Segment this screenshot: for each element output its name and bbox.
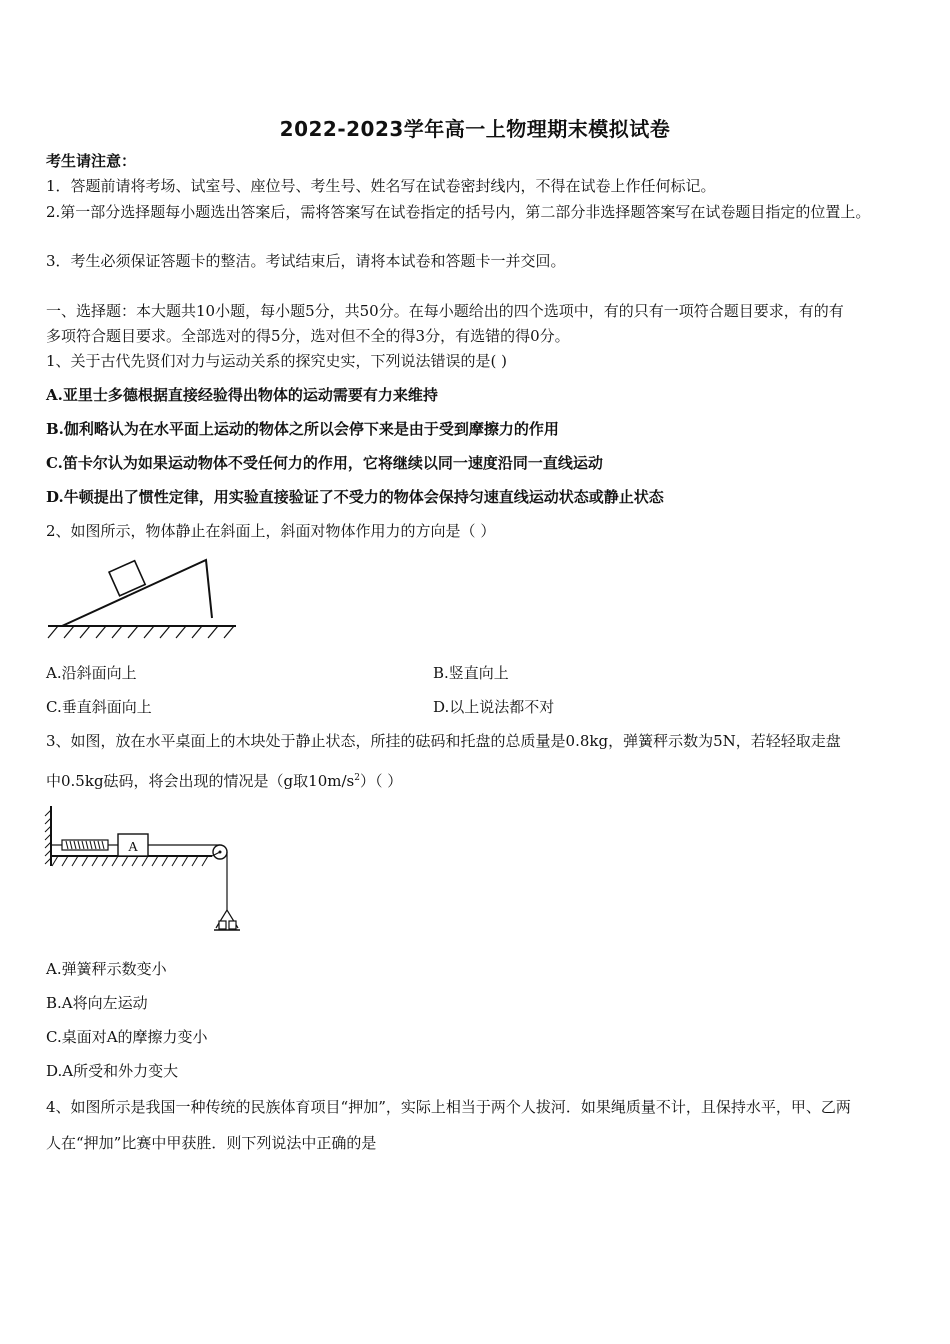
weight-2 <box>229 921 236 929</box>
q1-option-b: B.伽利略认为在水平面上运动的物体之所以会停下来是由于受到摩擦力的作用 <box>46 420 559 438</box>
q1-option-c: C.笛卡尔认为如果运动物体不受任何力的作用，它将继续以同一速度沿同一直线运动 <box>46 454 603 472</box>
q4-stem-line-1: 4、如图所示是我国一种传统的民族体育项目“押加”，实际上相当于两个人拔河．如果绳质量不计，且保持水平，甲、乙两 <box>46 1098 851 1116</box>
q3-option-d: D.A所受和外力变大 <box>46 1062 179 1080</box>
q3-option-a: A.弹簧秤示数变小 <box>46 960 167 978</box>
weight-1 <box>219 921 226 929</box>
q3-stem-line-1: 3、如图，放在水平桌面上的木块处于静止状态，所挂的砝码和托盘的总质量是0.8kg，弹簧秤示数为5N，若轻轻取走盘 <box>46 732 841 750</box>
notice-item-2: 2.第一部分选择题每小题选出答案后，需将答案写在试卷指定的括号内，第二部分非选择题答案写在试卷题目指定的位置上。 <box>46 203 871 221</box>
q3-stem-line-2a: 中0.5kg砝码，将会出现的情况是（g取10m/s <box>46 772 355 790</box>
q2-stem: 2、如图所示，物体静止在斜面上，斜面对物体作用力的方向是（ ） <box>46 522 496 540</box>
q1-stem: 1、关于古代先贤们对力与运动关系的探究史实，下列说法错误的是( ) <box>46 352 508 370</box>
q2-option-c: C.垂直斜面向上 <box>46 698 152 716</box>
q2-option-d: D.以上说法都不对 <box>433 698 555 716</box>
spring-scale-diagram <box>44 800 240 940</box>
q2-option-a: A.沿斜面向上 <box>46 664 137 682</box>
section-intro-line-2: 多项符合题目要求。全部选对的得5分，选对但不全的得3分，有选错的得0分。 <box>46 327 570 345</box>
page-title: 2022-2023学年高一上物理期末模拟试卷 <box>279 117 671 141</box>
q3-option-b: B.A将向左运动 <box>46 994 148 1012</box>
q3-option-c: C.桌面对A的摩擦力变小 <box>46 1028 208 1046</box>
notice-heading: 考生请注意： <box>46 152 137 170</box>
ground-hatching <box>48 626 234 638</box>
notice-item-3: 3．考生必须保证答题卡的整洁。考试结束后，请将本试卷和答题卡一并交回。 <box>46 252 566 270</box>
q3-stem-sup: 2 <box>354 773 360 783</box>
spring-scale <box>62 840 108 850</box>
section-intro-line-1: 一、选择题：本大题共10小题，每小题5分，共50分。在每小题给出的四个选项中，有的只有一项符合题目要求，有的有 <box>46 302 844 320</box>
incline-diagram <box>44 556 240 652</box>
q4-stem-line-2: 人在“押加”比赛中甲获胜．则下列说法中正确的是 <box>46 1134 377 1152</box>
table-hatching <box>52 856 208 866</box>
block-a-label: A <box>127 840 139 855</box>
q3-stem-line-2 <box>46 767 908 792</box>
q1-option-a: A.亚里士多德根据直接经验得出物体的运动需要有力来维持 <box>46 386 438 404</box>
notice-item-1: 1．答题前请将考场、试室号、座位号、考生号、姓名写在试卷密封线内，不得在试卷上作任何标记。 <box>46 177 716 195</box>
q1-option-d: D.牛顿提出了惯性定律，用实验直接验证了不受力的物体会保持匀速直线运动状态或静止状态 <box>46 488 664 506</box>
q3-stem-line-2b: ）（ ） <box>359 772 403 790</box>
q2-option-b: B.竖直向上 <box>433 664 509 682</box>
